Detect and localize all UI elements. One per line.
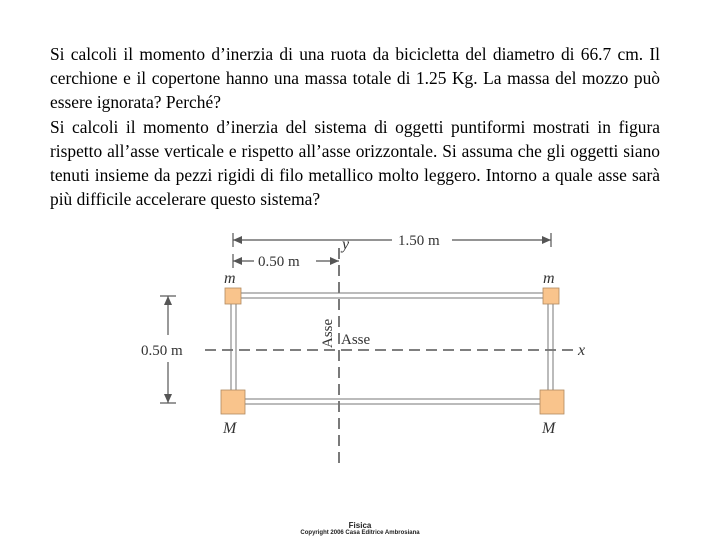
mass-small-left	[225, 288, 241, 304]
mass-large-right-label: M	[542, 420, 556, 437]
dimension-height-label: 0.50 m	[141, 343, 183, 359]
y-axis-label: y	[342, 236, 350, 253]
dimension-half-width-label: 0.50 m	[258, 254, 300, 270]
mass-small-right-label: m	[543, 270, 555, 287]
problem-paragraph-2: Si calcoli il momento d’inerzia del sistema di oggetti puntiformi mostrati in figura rispetto all’asse verticale e rispetto all’asse orizzontale. Si assuma che gli oggetti siano tenuti insieme da pezzi rigidi di filo metallico molto leggero. Intorno a quale asse sarà più difficile accelerare questo sistema?	[50, 116, 660, 210]
problem-paragraph-1: Si calcoli il momento d’inerzia di una ruota da bicicletta del diametro di 66.7 cm. Il cerchione e il copertone hanno una massa totale di 1.25 Kg. La massa del mozzo può essere ignorata? Perché?	[50, 44, 660, 113]
dimension-total-width	[233, 233, 551, 247]
horizontal-axis-label: Asse	[341, 332, 371, 348]
vertical-axis-label: Asse	[320, 318, 336, 348]
mass-small-right	[543, 288, 559, 304]
mass-large-right	[540, 390, 564, 414]
footer-title: Fisica	[348, 521, 372, 530]
mass-large-left	[221, 390, 245, 414]
wire-frame	[231, 293, 553, 404]
mass-large-left-label: M	[223, 420, 237, 437]
dimension-total-width-label: 1.50 m	[398, 233, 440, 249]
footer-copyright: Copyright 2006 Casa Editrice Ambrosiana	[300, 530, 420, 536]
x-axis-label: x	[578, 342, 586, 359]
mass-small-left-label: m	[224, 270, 236, 287]
